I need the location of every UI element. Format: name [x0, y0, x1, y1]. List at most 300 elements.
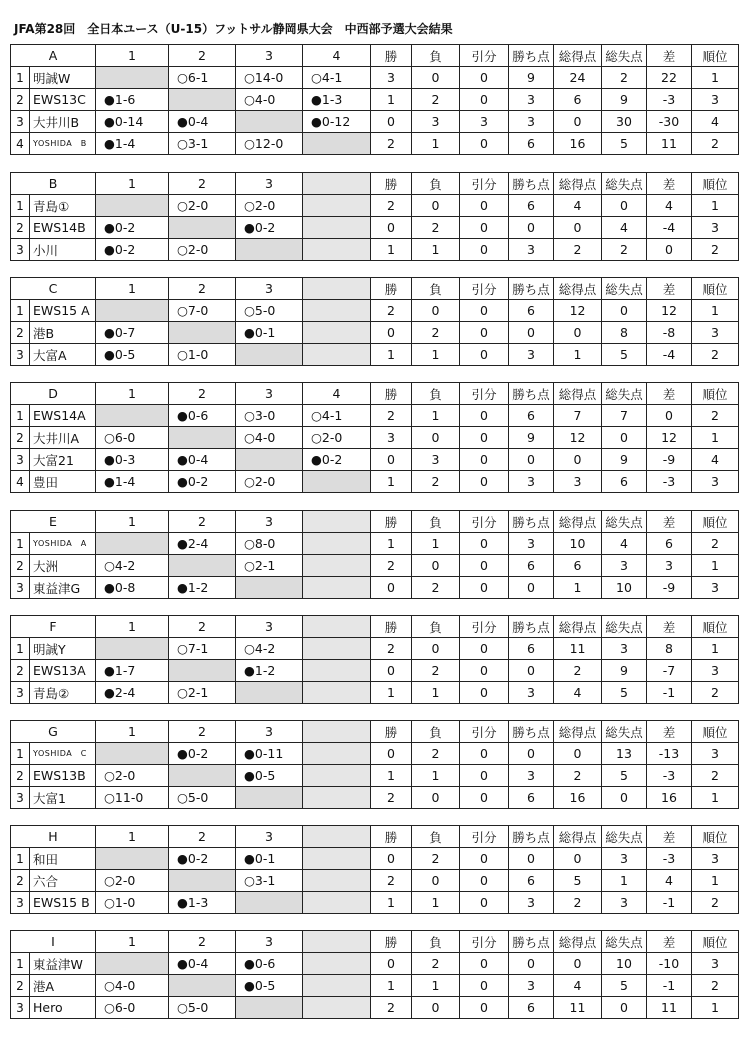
match-result-cell: ●0-3 [96, 449, 169, 471]
team-name: 小川 [30, 239, 96, 261]
team-stat-cell: 6 [509, 405, 554, 427]
match-result-cell: ●1-3 [169, 892, 236, 914]
group-name: B [11, 173, 96, 195]
team-stat-cell: 6 [509, 300, 554, 322]
team-stat-cell: 2 [412, 322, 460, 344]
stat-column-header: 勝 [371, 931, 412, 953]
team-stat-cell: 8 [602, 322, 647, 344]
stat-column-header: 総失点 [602, 511, 647, 533]
team-stat-cell: 1 [371, 533, 412, 555]
team-stat-cell: -8 [647, 322, 692, 344]
team-name: 明誠W [30, 67, 96, 89]
match-result-cell: ○4-2 [96, 555, 169, 577]
match-result-cell: ●0-4 [169, 449, 236, 471]
group-header-row [11, 826, 739, 848]
team-number: 3 [11, 682, 30, 704]
team-stat-cell: 3 [554, 471, 602, 493]
stat-column-header: 順位 [692, 721, 739, 743]
match-result-cell: ○4-2 [236, 638, 303, 660]
stat-column-header: 負 [412, 383, 460, 405]
team-stat-cell: 6 [509, 997, 554, 1019]
team-stat-cell: 2 [371, 300, 412, 322]
team-stat-cell: 0 [371, 217, 412, 239]
team-stat-cell: 22 [647, 67, 692, 89]
team-stat-cell: 0 [460, 239, 509, 261]
opponent-column-header: 2 [169, 826, 236, 848]
team-row [11, 195, 739, 217]
stat-column-header: 勝 [371, 721, 412, 743]
stat-column-header: 勝ち点 [509, 383, 554, 405]
team-stat-cell: 2 [371, 195, 412, 217]
team-stat-cell: 2 [412, 743, 460, 765]
team-stat-cell: 0 [460, 870, 509, 892]
opponent-column-header: 1 [96, 173, 169, 195]
match-result-cell: ○12-0 [236, 133, 303, 155]
team-stat-cell: 3 [692, 953, 739, 975]
team-stat-cell: 1 [412, 533, 460, 555]
stat-column-header: 引分 [460, 45, 509, 67]
team-name: Hero [30, 997, 96, 1019]
team-stat-cell: 3 [412, 111, 460, 133]
team-stat-cell: 0 [460, 787, 509, 809]
team-stat-cell: 3 [509, 89, 554, 111]
team-stat-cell: 1 [692, 195, 739, 217]
match-result-cell [303, 471, 371, 493]
match-result-cell [303, 660, 371, 682]
team-stat-cell: 2 [371, 997, 412, 1019]
match-result-cell [303, 217, 371, 239]
team-name: 豊田 [30, 471, 96, 493]
team-stat-cell: -13 [647, 743, 692, 765]
group-header-row [11, 721, 739, 743]
team-stat-cell: 0 [412, 195, 460, 217]
team-stat-cell: 0 [460, 89, 509, 111]
stat-column-header: 引分 [460, 826, 509, 848]
team-stat-cell: 3 [692, 322, 739, 344]
team-stat-cell: 5 [602, 765, 647, 787]
match-result-cell [236, 787, 303, 809]
team-stat-cell: 9 [602, 449, 647, 471]
opponent-column-header: 2 [169, 173, 236, 195]
match-result-cell: ○2-0 [236, 195, 303, 217]
stat-column-header: 負 [412, 616, 460, 638]
match-result-cell [303, 953, 371, 975]
match-result-cell [303, 239, 371, 261]
team-stat-cell: 2 [412, 577, 460, 599]
match-result-cell [96, 743, 169, 765]
group-header-row [11, 616, 739, 638]
team-stat-cell: 0 [460, 765, 509, 787]
stat-column-header: 総失点 [602, 45, 647, 67]
match-result-cell: ○5-0 [169, 787, 236, 809]
team-stat-cell: 2 [692, 765, 739, 787]
team-stat-cell: 1 [412, 892, 460, 914]
match-result-cell: ○14-0 [236, 67, 303, 89]
team-stat-cell: 1 [692, 555, 739, 577]
stat-column-header: 引分 [460, 931, 509, 953]
stat-column-header: 勝ち点 [509, 45, 554, 67]
team-row [11, 743, 739, 765]
team-stat-cell: 6 [509, 638, 554, 660]
opponent-column-header: 3 [236, 931, 303, 953]
team-stat-cell: 9 [602, 660, 647, 682]
team-name: YOSHIDA C [30, 743, 96, 765]
stat-column-header: 総得点 [554, 616, 602, 638]
page-title: JFA第28回 全日本ユース（U-15）フットサル静岡県大会 中西部予選大会結果 [14, 22, 453, 36]
stat-column-header: 総失点 [602, 278, 647, 300]
team-number: 3 [11, 239, 30, 261]
group-name: G [11, 721, 96, 743]
team-stat-cell: 9 [509, 427, 554, 449]
group-name: I [11, 931, 96, 953]
team-stat-cell: 0 [460, 471, 509, 493]
team-stat-cell: 0 [509, 953, 554, 975]
team-stat-cell: 1 [692, 997, 739, 1019]
match-result-cell [303, 765, 371, 787]
opponent-column-header: 2 [169, 721, 236, 743]
stat-column-header: 順位 [692, 173, 739, 195]
team-number: 3 [11, 449, 30, 471]
team-row [11, 533, 739, 555]
team-stat-cell: 10 [602, 577, 647, 599]
match-result-cell: ●0-4 [169, 111, 236, 133]
team-row [11, 787, 739, 809]
opponent-column-header [303, 826, 371, 848]
team-stat-cell: 0 [460, 195, 509, 217]
match-result-cell: ○4-0 [236, 89, 303, 111]
match-result-cell [236, 449, 303, 471]
team-stat-cell: 3 [602, 638, 647, 660]
team-stat-cell: 1 [412, 405, 460, 427]
opponent-column-header: 2 [169, 383, 236, 405]
stat-column-header: 順位 [692, 278, 739, 300]
match-result-cell [303, 577, 371, 599]
group-name: F [11, 616, 96, 638]
team-name: 明誠Y [30, 638, 96, 660]
team-stat-cell: 5 [602, 975, 647, 997]
match-result-cell [303, 300, 371, 322]
stat-column-header: 差 [647, 826, 692, 848]
team-stat-cell: 1 [371, 89, 412, 111]
match-result-cell: ○6-1 [169, 67, 236, 89]
team-stat-cell: 3 [692, 577, 739, 599]
team-stat-cell: -1 [647, 682, 692, 704]
stat-column-header: 勝 [371, 278, 412, 300]
team-stat-cell: 0 [460, 133, 509, 155]
opponent-column-header [303, 721, 371, 743]
group-f-table [10, 615, 739, 704]
match-result-cell: ○7-1 [169, 638, 236, 660]
team-name: 大井川A [30, 427, 96, 449]
team-stat-cell: 0 [460, 660, 509, 682]
opponent-column-header: 2 [169, 931, 236, 953]
team-stat-cell: 0 [647, 239, 692, 261]
match-result-cell [303, 743, 371, 765]
match-result-cell: ●0-6 [169, 405, 236, 427]
team-stat-cell: 3 [509, 892, 554, 914]
group-h-table [10, 825, 739, 914]
team-stat-cell: 0 [371, 449, 412, 471]
team-row [11, 870, 739, 892]
team-stat-cell: 0 [460, 67, 509, 89]
match-result-cell [303, 848, 371, 870]
team-stat-cell: -3 [647, 89, 692, 111]
team-stat-cell: 0 [371, 322, 412, 344]
team-number: 2 [11, 89, 30, 111]
team-stat-cell: 0 [509, 217, 554, 239]
match-result-cell: ○4-1 [303, 67, 371, 89]
match-result-cell: ●0-1 [236, 848, 303, 870]
match-result-cell: ●2-4 [169, 533, 236, 555]
match-result-cell: ○4-0 [236, 427, 303, 449]
opponent-column-header: 1 [96, 616, 169, 638]
stat-column-header: 総得点 [554, 45, 602, 67]
team-stat-cell: 4 [554, 682, 602, 704]
team-row [11, 449, 739, 471]
match-result-cell [96, 195, 169, 217]
stat-column-header: 勝 [371, 511, 412, 533]
team-stat-cell: 6 [554, 89, 602, 111]
stat-column-header: 負 [412, 278, 460, 300]
team-stat-cell: 0 [460, 322, 509, 344]
team-number: 2 [11, 322, 30, 344]
team-stat-cell: 9 [509, 67, 554, 89]
team-stat-cell: 3 [460, 111, 509, 133]
team-row [11, 300, 739, 322]
team-stat-cell: 1 [692, 638, 739, 660]
team-stat-cell: 3 [509, 111, 554, 133]
stat-column-header: 勝 [371, 616, 412, 638]
match-result-cell [303, 638, 371, 660]
match-result-cell: ○11-0 [96, 787, 169, 809]
match-result-cell [169, 765, 236, 787]
stat-column-header: 総失点 [602, 721, 647, 743]
team-stat-cell: 12 [647, 300, 692, 322]
team-number: 3 [11, 787, 30, 809]
team-stat-cell: 0 [460, 997, 509, 1019]
match-result-cell [96, 638, 169, 660]
match-result-cell [303, 533, 371, 555]
stat-column-header: 総失点 [602, 173, 647, 195]
team-row [11, 133, 739, 155]
stat-column-header: 勝 [371, 173, 412, 195]
team-stat-cell: 0 [460, 638, 509, 660]
group-g-table [10, 720, 739, 809]
match-result-cell [303, 997, 371, 1019]
match-result-cell: ○3-1 [236, 870, 303, 892]
team-stat-cell: 0 [412, 638, 460, 660]
match-result-cell: ●0-1 [236, 322, 303, 344]
match-result-cell: ●1-4 [96, 471, 169, 493]
stat-column-header: 総得点 [554, 826, 602, 848]
opponent-column-header: 3 [236, 616, 303, 638]
stat-column-header: 順位 [692, 931, 739, 953]
match-result-cell: ●1-2 [236, 660, 303, 682]
opponent-column-header: 3 [236, 173, 303, 195]
stat-column-header: 総得点 [554, 931, 602, 953]
team-stat-cell: 2 [554, 660, 602, 682]
team-stat-cell: 0 [554, 449, 602, 471]
team-name: EWS15 B [30, 892, 96, 914]
stat-column-header: 差 [647, 931, 692, 953]
team-stat-cell: 0 [509, 743, 554, 765]
team-stat-cell: 0 [554, 217, 602, 239]
team-number: 1 [11, 405, 30, 427]
team-stat-cell: 30 [602, 111, 647, 133]
team-stat-cell: 0 [602, 427, 647, 449]
match-result-cell: ●0-14 [96, 111, 169, 133]
opponent-column-header: 3 [236, 511, 303, 533]
team-stat-cell: 1 [371, 765, 412, 787]
team-stat-cell: 1 [692, 870, 739, 892]
team-stat-cell: 2 [412, 89, 460, 111]
stat-column-header: 差 [647, 511, 692, 533]
team-row [11, 217, 739, 239]
team-stat-cell: 1 [412, 344, 460, 366]
team-stat-cell: 3 [509, 471, 554, 493]
team-stat-cell: 0 [554, 111, 602, 133]
team-stat-cell: 0 [602, 997, 647, 1019]
team-stat-cell: 1 [371, 892, 412, 914]
match-result-cell: ○2-0 [236, 471, 303, 493]
team-stat-cell: 0 [460, 427, 509, 449]
team-stat-cell: 10 [554, 533, 602, 555]
group-b-table [10, 172, 739, 261]
stat-column-header: 勝ち点 [509, 511, 554, 533]
match-result-cell: ●0-2 [96, 239, 169, 261]
stat-column-header: 負 [412, 721, 460, 743]
stat-column-header: 差 [647, 45, 692, 67]
opponent-column-header: 1 [96, 826, 169, 848]
opponent-column-header [303, 931, 371, 953]
stat-column-header: 勝ち点 [509, 721, 554, 743]
team-number: 3 [11, 997, 30, 1019]
stat-column-header: 勝 [371, 45, 412, 67]
match-result-cell: ○2-0 [169, 195, 236, 217]
match-result-cell [303, 195, 371, 217]
match-result-cell: ○2-0 [303, 427, 371, 449]
team-stat-cell: -4 [647, 344, 692, 366]
team-stat-cell: 1 [692, 300, 739, 322]
match-result-cell: ○6-0 [96, 997, 169, 1019]
team-number: 4 [11, 133, 30, 155]
team-stat-cell: -10 [647, 953, 692, 975]
team-stat-cell: 2 [602, 239, 647, 261]
team-stat-cell: 0 [371, 111, 412, 133]
opponent-column-header [303, 616, 371, 638]
match-result-cell: ○4-1 [303, 405, 371, 427]
group-name: E [11, 511, 96, 533]
team-name: YOSHIDA A [30, 533, 96, 555]
match-result-cell [169, 660, 236, 682]
team-stat-cell: 16 [554, 787, 602, 809]
opponent-column-header: 1 [96, 721, 169, 743]
team-name: 大富1 [30, 787, 96, 809]
team-name: 港B [30, 322, 96, 344]
match-result-cell: ○3-0 [236, 405, 303, 427]
stat-column-header: 勝ち点 [509, 173, 554, 195]
match-result-cell [236, 682, 303, 704]
match-result-cell: ○1-0 [96, 892, 169, 914]
team-number: 2 [11, 870, 30, 892]
match-result-cell: ○5-0 [169, 997, 236, 1019]
team-stat-cell: 2 [371, 133, 412, 155]
match-result-cell [303, 975, 371, 997]
group-i-table [10, 930, 739, 1019]
match-result-cell: ●0-7 [96, 322, 169, 344]
team-stat-cell: 11 [554, 638, 602, 660]
match-result-cell: ●0-2 [169, 743, 236, 765]
team-stat-cell: 0 [602, 300, 647, 322]
match-result-cell: ○2-0 [96, 765, 169, 787]
opponent-column-header: 2 [169, 45, 236, 67]
match-result-cell [303, 787, 371, 809]
team-stat-cell: 2 [371, 405, 412, 427]
team-stat-cell: 0 [554, 848, 602, 870]
team-stat-cell: 1 [692, 787, 739, 809]
team-name: EWS14B [30, 217, 96, 239]
team-stat-cell: 4 [602, 533, 647, 555]
team-stat-cell: 0 [460, 892, 509, 914]
team-stat-cell: 12 [554, 427, 602, 449]
opponent-column-header: 1 [96, 383, 169, 405]
match-result-cell [236, 344, 303, 366]
stat-column-header: 勝ち点 [509, 826, 554, 848]
team-stat-cell: 2 [554, 765, 602, 787]
team-stat-cell: 2 [602, 67, 647, 89]
group-header-row [11, 383, 739, 405]
match-result-cell [96, 405, 169, 427]
team-stat-cell: 3 [602, 555, 647, 577]
group-e-table [10, 510, 739, 599]
stat-column-header: 引分 [460, 173, 509, 195]
stat-column-header: 差 [647, 278, 692, 300]
match-result-cell [303, 555, 371, 577]
team-stat-cell: 0 [460, 975, 509, 997]
team-stat-cell: 3 [602, 892, 647, 914]
team-name: 東益津G [30, 577, 96, 599]
team-stat-cell: 3 [509, 682, 554, 704]
opponent-column-header: 2 [169, 278, 236, 300]
team-stat-cell: 0 [460, 743, 509, 765]
team-number: 1 [11, 195, 30, 217]
team-number: 1 [11, 743, 30, 765]
team-row [11, 953, 739, 975]
group-c-table [10, 277, 739, 366]
stat-column-header: 総得点 [554, 721, 602, 743]
team-stat-cell: 1 [412, 765, 460, 787]
team-row [11, 997, 739, 1019]
team-stat-cell: 0 [647, 405, 692, 427]
stat-column-header: 勝 [371, 383, 412, 405]
team-stat-cell: 0 [371, 848, 412, 870]
match-result-cell: ●0-2 [96, 217, 169, 239]
team-stat-cell: 0 [554, 953, 602, 975]
stat-column-header: 勝 [371, 826, 412, 848]
stat-column-header: 勝ち点 [509, 616, 554, 638]
team-stat-cell: 0 [371, 953, 412, 975]
match-result-cell [96, 67, 169, 89]
stat-column-header: 順位 [692, 826, 739, 848]
opponent-column-header: 4 [303, 383, 371, 405]
stat-column-header: 総得点 [554, 383, 602, 405]
team-stat-cell: 12 [554, 300, 602, 322]
team-stat-cell: 1 [602, 870, 647, 892]
team-stat-cell: 0 [460, 555, 509, 577]
team-name: 大富A [30, 344, 96, 366]
team-stat-cell: 2 [371, 638, 412, 660]
team-row [11, 848, 739, 870]
